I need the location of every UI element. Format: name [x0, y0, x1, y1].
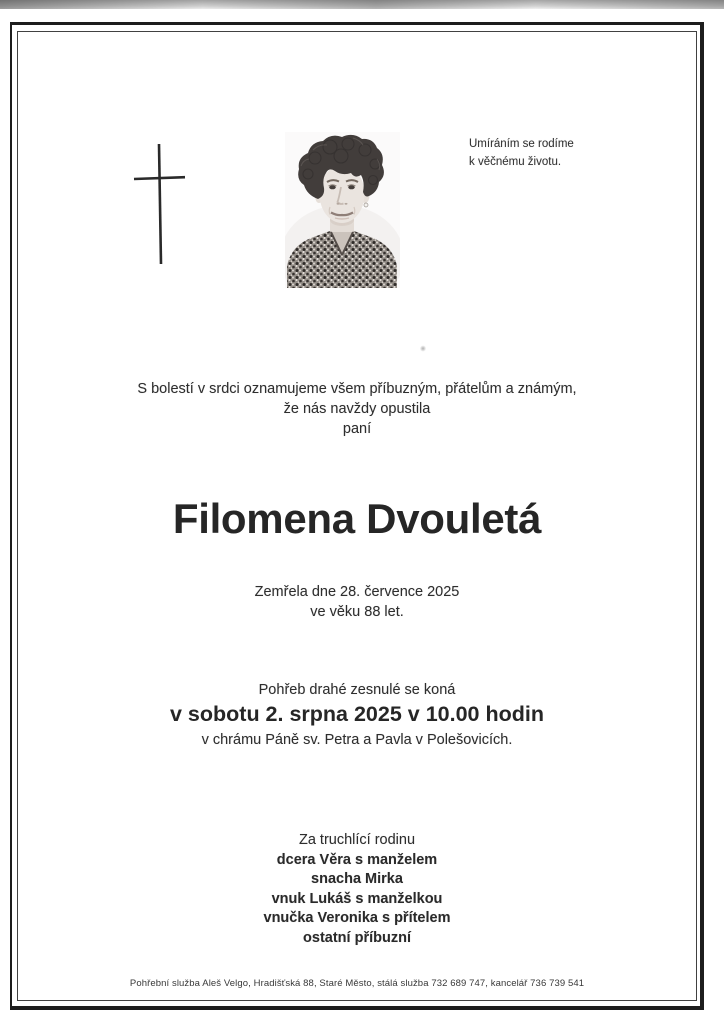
deceased-name: Filomena Dvouletá [172, 495, 542, 542]
motto-line-1: Umíráním se rodíme [469, 138, 574, 150]
funeral-intro: Pohřeb drahé zesnulé se koná [258, 682, 456, 698]
scanner-edge-artifact [0, 0, 724, 9]
mourners-intro: Za truchlící rodinu [298, 832, 416, 848]
funeral-datetime: v sobotu 2. srpna 2025 v 10.00 hodin [170, 702, 544, 726]
mourner-item: snacha Mirka [311, 871, 403, 887]
death-age-line: ve věku 88 let. [310, 603, 404, 620]
mourner-item: ostatní příbuzní [303, 929, 411, 946]
announcement-line-1: S bolestí v srdci oznamujeme všem příbuzným, přátelům a známým, [137, 381, 577, 397]
deceased-portrait-photo [285, 132, 400, 288]
latin-cross-icon [130, 141, 190, 269]
funeral-location: v chrámu Páně sv. Petra a Pavla v Polešovicích. [201, 732, 513, 748]
death-info [17, 583, 697, 622]
scan-artifact-dot [420, 345, 426, 352]
announcement-line-2: že nás navždy opustila [283, 401, 431, 417]
funeral-service-contact: Pohřební služba Aleš Velgo, Hradišťská 88, Staré Město, stálá služba 732 689 747, kancelář 736 739 541 [129, 978, 585, 989]
motto-line-2: k věčnému životu. [469, 155, 562, 168]
mourner-item: vnuk Lukáš s manželkou [271, 890, 443, 907]
mourner-item: dcera Věra s manželem [276, 851, 438, 868]
announcement-line-3: paní [342, 421, 372, 437]
funeral-info [17, 681, 697, 750]
mourning-family-list [17, 831, 697, 948]
mourner-item: vnučka Veronika s přítelem [263, 910, 451, 926]
death-date-line: Zemřela dne 28. července 2025 [254, 584, 460, 600]
religious-motto [469, 136, 599, 171]
announcement-text [17, 379, 697, 439]
